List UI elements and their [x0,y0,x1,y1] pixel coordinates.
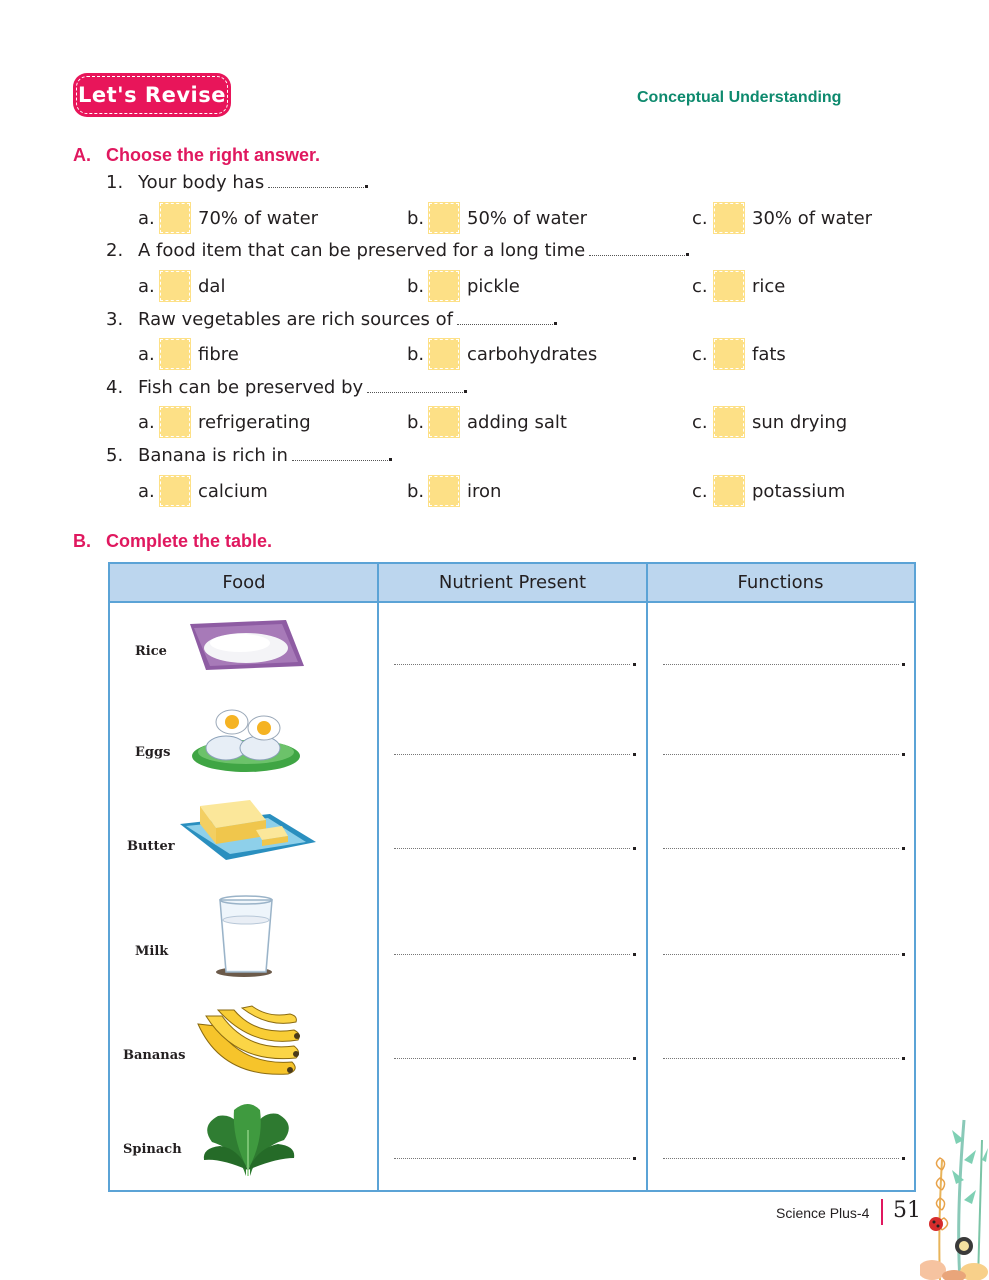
answer-blank[interactable] [589,255,685,256]
option-letter: a. [138,207,155,229]
option-text: 50% of water [467,207,588,229]
option-text: pickle [467,275,520,297]
answer-line-end-dot [633,1157,636,1160]
food-label-bananas: Bananas [123,1048,186,1063]
answer-blank[interactable] [268,187,364,188]
option-text: sun drying [752,411,848,433]
option-text: refrigerating [198,411,311,433]
question [106,377,467,398]
answer-line[interactable] [663,754,899,755]
answer-blank[interactable] [367,392,463,393]
answer-line[interactable] [394,754,630,755]
option-letter: b. [407,411,425,433]
food-label-eggs: Eggs [135,745,171,760]
question [106,309,557,330]
answer-line-end-dot [902,1057,905,1060]
section-b-letter: B. [73,531,91,551]
option [407,271,520,301]
answer-line[interactable] [663,664,899,665]
answer-line-end-dot [902,663,905,666]
answer-line[interactable] [394,664,630,665]
option-checkbox[interactable] [429,476,459,506]
question [106,240,689,261]
option [692,203,872,233]
question-text: A food item that can be preserved for a long time [138,240,586,261]
answer-line-end-dot [902,953,905,956]
option-checkbox[interactable] [714,476,744,506]
book-title: Science Plus-4 [776,1205,870,1221]
section-b-heading [73,531,272,552]
option-checkbox[interactable] [160,203,190,233]
option [407,476,501,506]
option-checkbox[interactable] [714,271,744,301]
answer-line-end-dot [902,1157,905,1160]
table-header [110,564,914,603]
option-letter: c. [692,480,708,502]
option-checkbox[interactable] [429,203,459,233]
spinach-icon [198,1100,298,1180]
question-number: 3. [106,309,124,330]
food-label-butter: Butter [127,839,175,854]
butter-icon [170,794,320,872]
column-header-functions: Functions [737,572,824,593]
rice-icon [182,614,307,674]
option-checkbox[interactable] [160,476,190,506]
footer-divider [881,1199,883,1225]
answer-line[interactable] [394,1058,630,1059]
blank-end-dot [554,322,557,325]
answer-line[interactable] [394,848,630,849]
option [692,271,785,301]
option [692,476,845,506]
answer-line-end-dot [633,1057,636,1060]
lets-revise-badge [73,73,231,117]
option [138,407,311,437]
option-text: carbohydrates [467,343,598,365]
section-a-heading [73,145,320,166]
option-letter: a. [138,343,155,365]
badge-label: Let's Revise [76,76,228,114]
question [106,172,368,193]
option-text: fats [752,343,786,365]
option-letter: b. [407,343,425,365]
option-letter: b. [407,480,425,502]
blank-end-dot [686,253,689,256]
question-text: Your body has [138,172,265,193]
option-letter: a. [138,275,155,297]
answer-line-end-dot [633,753,636,756]
answer-line[interactable] [394,954,630,955]
option-letter: c. [692,275,708,297]
option [407,407,567,437]
option [692,339,786,369]
option-text: iron [467,480,502,502]
question-number: 4. [106,377,124,398]
option-text: dal [198,275,226,297]
option-letter: c. [692,343,708,365]
option-letter: a. [138,411,155,433]
option-text: adding salt [467,411,567,433]
option-text: 70% of water [198,207,319,229]
food-label-spinach: Spinach [123,1142,182,1157]
milk-glass-icon [210,894,280,979]
food-label-milk: Milk [135,944,169,959]
option-checkbox[interactable] [429,271,459,301]
option-checkbox[interactable] [714,407,744,437]
option-letter: a. [138,480,155,502]
blank-end-dot [464,390,467,393]
option-text: fibre [198,343,239,365]
answer-line-end-dot [633,953,636,956]
option-letter: c. [692,411,708,433]
section-a-title: Choose the right answer. [106,145,321,165]
column-divider [377,564,379,1190]
option-checkbox[interactable] [714,339,744,369]
section-a-letter: A. [73,145,91,165]
option-letter: c. [692,207,708,229]
column-divider [646,564,648,1190]
option [692,407,847,437]
option-letter: b. [407,275,425,297]
option-checkbox[interactable] [429,339,459,369]
option [138,271,225,301]
answer-line-end-dot [902,753,905,756]
option [138,203,318,233]
question-text: Banana is rich in [138,445,288,466]
answer-line-end-dot [633,847,636,850]
blank-end-dot [389,458,392,461]
option-text: potassium [752,480,846,502]
blank-end-dot [365,185,368,188]
answer-line-end-dot [633,663,636,666]
option [138,339,239,369]
decorative-plant-icon [920,1100,989,1280]
answer-line[interactable] [663,954,899,955]
option-checkbox[interactable] [160,271,190,301]
answer-line-end-dot [902,847,905,850]
answer-line[interactable] [663,1058,899,1059]
answer-blank[interactable] [457,324,553,325]
option-text: calcium [198,480,268,502]
question [106,445,392,466]
bananas-icon [192,1004,304,1084]
eggs-icon [190,704,305,776]
option [138,476,268,506]
answer-line[interactable] [663,848,899,849]
answer-line[interactable] [394,1158,630,1159]
question-number: 2. [106,240,124,261]
option-text: 30% of water [752,207,873,229]
option-checkbox[interactable] [160,407,190,437]
question-text: Raw vegetables are rich sources of [138,309,453,330]
answer-blank[interactable] [292,460,388,461]
food-label-rice: Rice [135,644,167,659]
food-table [108,562,916,1192]
question-text: Fish can be preserved by [138,377,364,398]
option [407,203,587,233]
option-checkbox[interactable] [160,339,190,369]
option-checkbox[interactable] [429,407,459,437]
option-checkbox[interactable] [714,203,744,233]
section-b-title: Complete the table. [106,531,273,551]
answer-line[interactable] [663,1158,899,1159]
option-letter: b. [407,207,425,229]
concept-label: Conceptual Understanding [637,89,842,106]
question-number: 1. [106,172,124,193]
column-header-food: Food [222,572,266,593]
option-text: rice [752,275,786,297]
column-header-nutrient: Nutrient Present [438,572,587,593]
page-number: 51 [893,1198,921,1223]
option [407,339,597,369]
question-number: 5. [106,445,124,466]
